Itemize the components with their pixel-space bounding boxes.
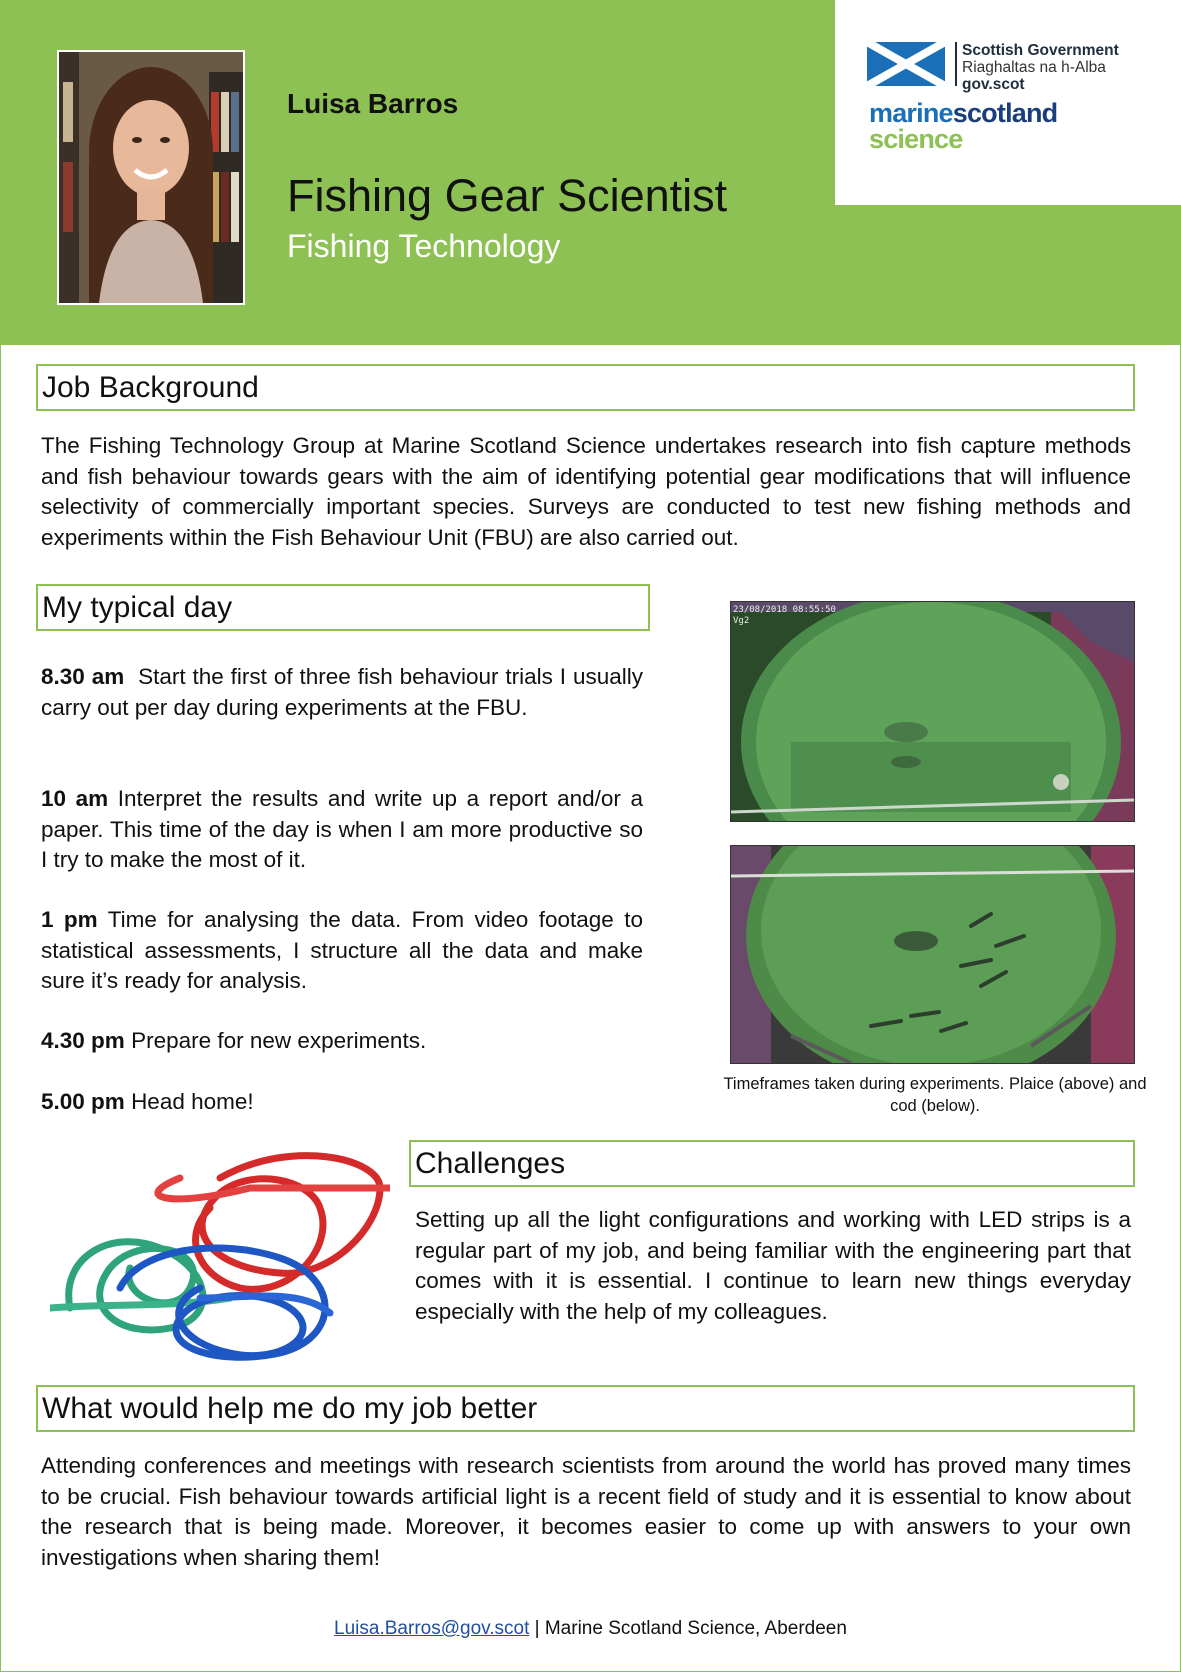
help-heading: What would help me do my job better — [36, 1385, 1135, 1432]
day-entry-time: 5.00 pm — [41, 1089, 125, 1114]
plaice-tank-image — [730, 601, 1135, 822]
day-entry — [41, 1087, 643, 1118]
day-entry-time: 4.30 pm — [41, 1028, 125, 1053]
profile-photo — [57, 50, 245, 305]
day-entry-text: Start the first of three fish behaviour trials I usually carry out per day during experiments at the FBU. — [41, 664, 643, 720]
day-entry-time: 10 am — [41, 786, 109, 811]
job-background-heading: Job Background — [36, 364, 1135, 411]
header-banner — [0, 0, 1181, 345]
day-entry-text: Interpret the results and write up a report and/or a paper. This time of the day is when I am more productive so I try to make the most of it. — [41, 786, 643, 872]
help-text: Attending conferences and meetings with research scientists from around the world has proved many times to be crucial. Fish behaviour towards artificial light is a recent field of study and it is essential to know about the research that is being made. Moreover, it becomes easier to come up with answers to your own investigations when sharing them! — [41, 1453, 1131, 1570]
gov-line-3: gov.scot — [962, 76, 1025, 93]
day-entry-time: 1 pm — [41, 907, 98, 932]
logo-box — [835, 0, 1181, 205]
ms-logo-science: science — [869, 124, 963, 154]
day-entry — [41, 662, 643, 723]
footer — [0, 1618, 1181, 1640]
day-entry — [41, 905, 643, 997]
timestamp-text: 23/08/2018 08:55:50 — [733, 605, 836, 615]
ms-logo-marine: marine — [869, 98, 953, 128]
cod-tank-image — [730, 845, 1135, 1064]
typical-day-heading: My typical day — [36, 584, 650, 631]
job-subtitle: Fishing Technology — [287, 228, 561, 264]
marine-scotland-logo — [869, 100, 1057, 152]
person-name: Luisa Barros — [287, 88, 459, 119]
footer-email-link[interactable]: Luisa.Barros@gov.scot — [334, 1618, 530, 1639]
job-background-text: The Fishing Technology Group at Marine Scotland Science undertakes research into fish capture methods and fish behaviour towards gears with the aim of identifying potential gear modifications that will influence selectivity of commercially important species. Surveys are conducted to test new fishing methods and experiments within the Fish Behaviour Unit (FBU) are also carried out. — [41, 433, 1131, 550]
scottish-government-logo-text — [962, 42, 1119, 93]
day-entry — [41, 784, 643, 876]
logo-divider — [955, 42, 957, 86]
day-entry-text: Prepare for new experiments. — [131, 1028, 427, 1053]
gov-line-2: Riaghaltas na h-Alba — [962, 59, 1106, 76]
saltire-flag-icon — [867, 42, 945, 86]
day-entry-text: Time for analysing the data. From video footage to statistical assessments, I structure all the data and make sure it’s ready for analysis. — [41, 907, 643, 993]
day-entry-time: 8.30 am — [41, 664, 125, 689]
challenges-text: Setting up all the light configurations and working with LED strips is a regular part of my job, and being familiar with the engineering part that comes with it is essential. I continue to learn new things everyday especially with the help of my colleagues. — [415, 1207, 1131, 1324]
footer-organisation: | Marine Scotland Science, Aberdeen — [529, 1618, 847, 1639]
day-entry — [41, 1026, 643, 1057]
ms-logo-scotland: scotland — [952, 98, 1058, 128]
led-strips-image — [50, 1138, 390, 1363]
challenges-heading: Challenges — [409, 1140, 1135, 1187]
camera-label-text: Vg2 — [733, 616, 750, 626]
job-title: Fishing Gear Scientist — [287, 170, 728, 221]
gov-line-1: Scottish Government — [962, 42, 1119, 59]
day-entry-text: Head home! — [131, 1089, 254, 1114]
images-caption: Timeframes taken during experiments. Plaice (above) and cod (below). — [723, 1075, 1147, 1115]
